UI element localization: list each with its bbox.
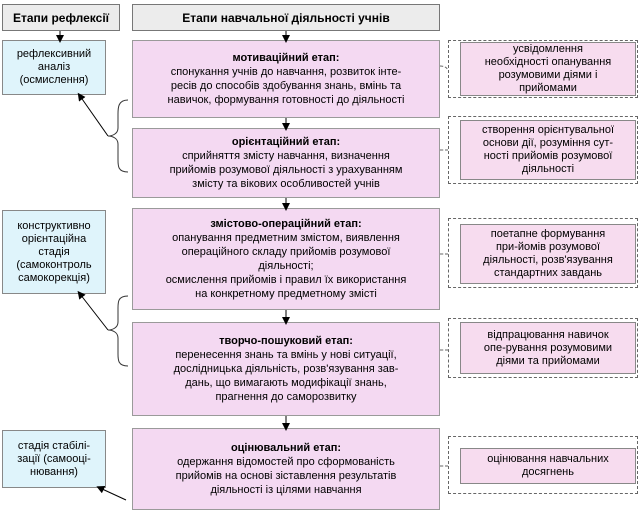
brace-left [108,296,128,366]
result-orientational: створення орієнтувальної основи дії, розуміння сут- ності прийомів розумової діяльності [460,120,636,180]
stage-title: мотиваційний етап: [232,52,340,64]
stage-content-operational [132,208,440,310]
stage-evaluative [132,428,440,510]
brace-arrow [100,488,126,500]
result-motivational: усвідомлення необхідності опанування розумовими діями і прийомами [460,42,636,96]
reflection-stage-stabilization: стадія стабілі- зації (самооці- нювання) [2,430,106,488]
reflection-stages-header: Етапи рефлексії [2,4,120,31]
stage-creative-search [132,322,440,416]
brace-arrow [80,294,108,330]
stage-description: перенесення знань та вмінь у нові ситуації, дослідницька діяльність, розв'язування зав- дань, що вимагають модифікації знань, прагнення до саморозвитку [173,349,399,403]
result-creative-search: відпрацювання навичок опе-рування розумовими діями та прийомами [460,322,636,374]
stage-description: опанування предметним змістом, виявлення операційного складу прийомів розумової діяльності; осмислення прийомів і правил їх використання на конкретному предметному змісті [165,232,407,300]
stage-title: змістово-операційний етап: [210,218,362,230]
stage-title: оцінювальний етап: [230,442,342,454]
reflection-stage-analysis: рефлексивний аналіз (осмислення) [2,40,106,95]
dashed-link [440,66,448,70]
reflection-stage-constructive: конструктивно орієнтаційна стадія (самоконтроль самокорекція) [2,210,106,294]
stage-description: спонукання учнів до навчання, розвиток інте- ресів до способів здобування знань, вмінь та навичок, формування готовності до діяльності [167,66,405,106]
brace-arrow [80,96,108,136]
learning-stages-header: Етапи навчальної діяльності учнів [132,4,440,31]
result-content-operational: поетапне формування при-йомів розумової діяльності, розв'язування стандартних завдань [460,224,636,284]
stage-description: одержання відомостей про сформованість прийомів на основі зіставлення результатів діяльності із цілями навчання [175,456,397,496]
stage-orientational [132,128,440,198]
brace-left [108,100,128,172]
result-evaluative: оцінювання навчальних досягнень [460,448,636,484]
stage-description: сприйняття змісту навчання, визначення прийомів розумової діяльності з урахуванням змісту та вікових особливостей учнів [169,150,403,190]
stage-title: орієнтаційний етап: [231,136,341,148]
stage-title: творчо-пошуковий етап: [219,335,353,347]
stage-motivational [132,40,440,118]
